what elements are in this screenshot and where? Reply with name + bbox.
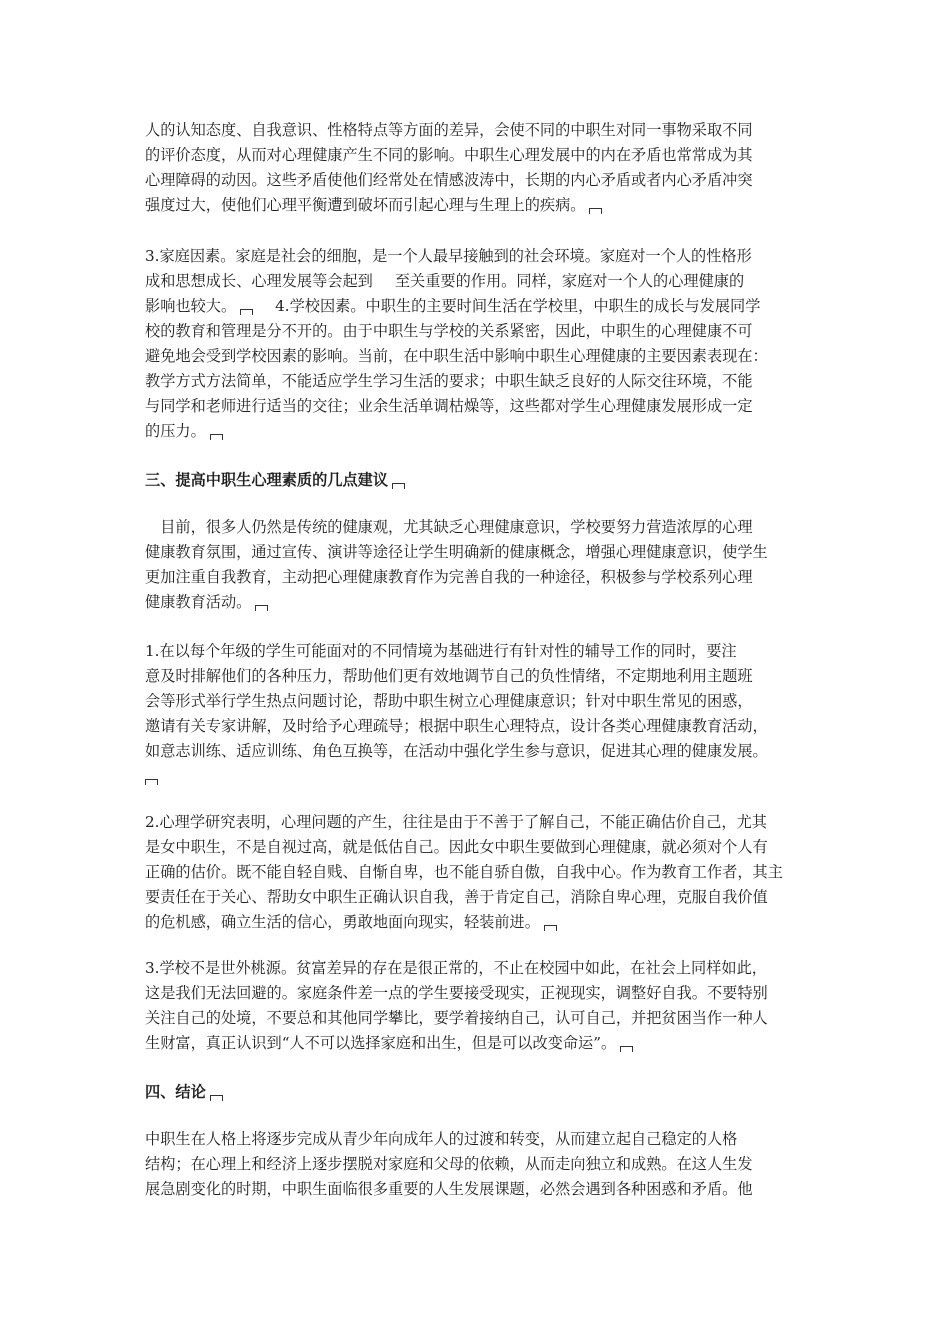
- paragraph-mark-icon: [620, 1046, 633, 1052]
- text-line: 关注自己的处境，不要总和其他同学攀比，要学着接纳自己，认可自己，并把贫困当作一种人: [145, 1009, 768, 1027]
- text-line: 校的教育和管理是分不开的。由于中职生与学校的关系紧密，因此，中职生的心理健康不可: [145, 322, 753, 340]
- text-line: 2.心理学研究表明，心理问题的产生，往往是由于不善于了解自己，不能正确估价自己，尤其: [145, 813, 767, 831]
- paragraph-mark-icon: [392, 483, 405, 489]
- text-fragment: 影响也较大。: [145, 297, 237, 315]
- text-fragment: 的压力。: [145, 422, 206, 440]
- paragraph-mark-icon: [145, 779, 158, 785]
- paragraph-health-education: [145, 515, 813, 615]
- text-line: 结构；在心理上和经济上逐步摆脱对家庭和父母的依赖，从而走向独立和成熟。在这人生发: [145, 1155, 753, 1173]
- text-line: 与同学和老师进行适当的交往；业余生活单调枯燥等，这些都对学生心理健康发展形成一定: [145, 397, 753, 415]
- text-fragment: 4.学校因素。中职生的主要时间生活在学校里，中职生的成长与发展同学: [275, 297, 761, 315]
- paragraph-mark-icon: [544, 925, 557, 931]
- text-line: 目前，很多人仍然是传统的健康观，尤其缺乏心理健康意识，学校要努力营造浓厚的心理: [145, 518, 753, 536]
- section-heading-suggestions: [145, 468, 813, 493]
- paragraph-mark-icon: [210, 434, 223, 440]
- heading-text: 四、结论: [145, 1083, 206, 1101]
- text-line: 这是我们无法回避的。家庭条件差一点的学生要接受现实，正视现实，调整好自我。不要特别: [145, 984, 768, 1002]
- paragraph-mark-icon: [210, 1095, 223, 1101]
- text-line: 的评价态度，从而对心理健康产生不同的影响。中职生心理发展中的内在矛盾也常常成为其: [145, 146, 753, 164]
- text-line: 正确的估价。既不能自轻自贱、自惭自卑，也不能自骄自傲，自我中心。作为教育工作者，其主: [145, 863, 783, 881]
- text-line: 避免地会受到学校因素的影响。当前，在中职生活中影响中职生心理健康的主要因素表现在：: [145, 347, 768, 365]
- text-line: 是女中职生，不是自视过高，就是低估自己。因此女中职生要做到心理健康，就必须对个人有: [145, 838, 768, 856]
- text-fragment: 成和思想成长、心理发展等会起到: [145, 272, 373, 290]
- text-fragment: 生财富，真正认识到“人不可以选择家庭和出生，但是可以改变命运”。: [145, 1034, 617, 1052]
- text-line: 如意志训练、适应训练、角色互换等，在活动中强化学生参与意识，促进其心理的健康发展。: [145, 742, 768, 760]
- text-line-with-mark: [145, 193, 813, 218]
- text-line-with-mark: [145, 590, 813, 615]
- text-line-with-mark: [145, 764, 813, 789]
- paragraph-personality-differences: [145, 118, 813, 218]
- text-line: [145, 269, 813, 294]
- text-fragment: 强度过大，使他们心理平衡遭到破坏而引起心理与生理上的疾病。: [145, 196, 586, 214]
- text-line: 人的认知态度、自我意识、性格特点等方面的差异，会使不同的中职生对同一事物采取不同: [145, 121, 753, 139]
- text-line: 教学方式方法简单，不能适应学生学习生活的要求；中职生缺乏良好的人际交往环境，不能: [145, 372, 753, 390]
- paragraph-mark-icon: [589, 208, 602, 214]
- text-fragment: 的危机感，确立生活的信心，勇敢地面向现实，轻装前进。: [145, 913, 540, 931]
- text-line: 展急剧变化的时期，中职生面临很多重要的人生发展课题，必然会遇到各种困惑和矛盾。他: [145, 1180, 753, 1198]
- text-fragment: 至关重要的作用。同样，家庭对一个人的心理健康的: [394, 272, 745, 290]
- text-line: 3.学校不是世外桃源。贫富差异的存在是很正常的，不止在校园中如此，在社会上同样如此，: [145, 959, 767, 977]
- text-line: 要责任在于关心、帮助女中职生正确认识自我，善于肯定自己，消除自卑心理，克服自我价值: [145, 888, 768, 906]
- paragraph-mark-icon: [240, 309, 253, 315]
- text-line: 邀请有关专家讲解，及时给予心理疏导；根据中职生心理特点，设计各类心理健康教育活动，: [145, 717, 768, 735]
- text-line: 3.家庭因素。家庭是社会的细胞，是一个人最早接触到的社会环境。家庭对一个人的性格形: [145, 247, 752, 265]
- paragraph-suggestion-1: [145, 639, 813, 789]
- text-line: 会等形式举行学生热点问题讨论，帮助中职生树立心理健康意识；针对中职生常见的困惑，: [145, 692, 753, 710]
- heading-text: 三、提高中职生心理素质的几点建议: [145, 471, 388, 489]
- text-line-with-mark: [145, 910, 813, 935]
- paragraph-conclusion: [145, 1127, 813, 1202]
- text-line: 心理障碍的动因。这些矛盾使他们经常处在情感波涛中，长期的内心矛盾或者内心矛盾冲突: [145, 171, 753, 189]
- text-line: [145, 294, 813, 319]
- paragraph-suggestion-2: [145, 810, 813, 935]
- text-fragment: 健康教育活动。: [145, 593, 252, 611]
- section-heading-conclusion: [145, 1080, 813, 1105]
- text-line: 中职生在人格上将逐步完成从青少年向成年人的过渡和转变，从而建立起自己稳定的人格: [145, 1130, 738, 1148]
- text-line-with-mark: [145, 1031, 813, 1056]
- text-line: 1.在以每个年级的学生可能面对的不同情境为基础进行有针对性的辅导工作的同时，要注: [145, 642, 737, 660]
- text-line: 更加注重自我教育，主动把心理健康教育作为完善自我的一种途径，积极参与学校系列心理: [145, 568, 753, 586]
- text-line: 意及时排解他们的各种压力，帮助他们更有效地调节自己的负性情绪，不定期地利用主题班: [145, 667, 753, 685]
- paragraph-suggestion-3: [145, 956, 813, 1056]
- text-line: 健康教育氛围，通过宣传、演讲等途径让学生明确新的健康概念，增强心理健康意识，使学生: [145, 543, 768, 561]
- paragraph-family-school-factors: [145, 244, 813, 444]
- paragraph-mark-icon: [255, 605, 268, 611]
- text-line-with-mark: [145, 419, 813, 444]
